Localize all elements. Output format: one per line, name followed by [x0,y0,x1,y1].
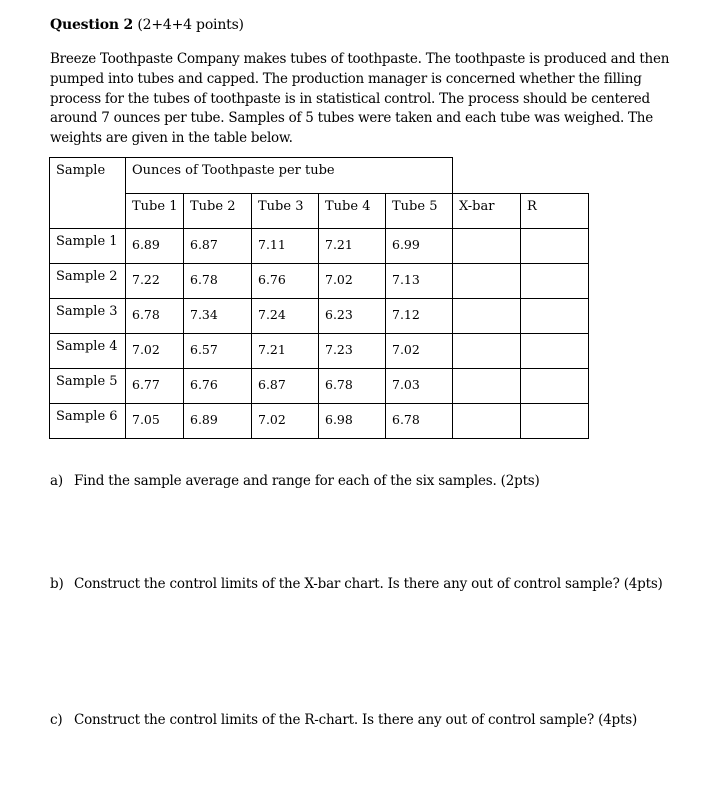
column-header: Tube 4 [319,194,386,229]
tube-value: 6.89 [184,404,252,439]
intro-line: process for the tubes of toothpaste is in statistical control. The process should be centered [50,90,650,107]
tube-value: 6.78 [184,264,252,299]
tube-value: 6.23 [319,299,386,334]
tube-value: 7.24 [252,299,319,334]
xbar-cell [453,369,521,404]
sample-header: Sample [50,158,126,194]
tube-value: 6.78 [386,404,453,439]
ounces-group-header: Ounces of Toothpaste per tube [126,158,453,194]
part-c [50,712,637,728]
table-row [50,334,589,369]
table-row [50,299,589,334]
sample-label: Sample 3 [50,299,126,334]
tube-value: 6.77 [126,369,184,404]
tube-value: 6.99 [386,229,453,264]
table-row [50,264,589,299]
intro-line: Breeze Toothpaste Company makes tubes of toothpaste. The toothpaste is produced and then [50,51,670,67]
part-text: Construct the control limits of the R-chart. Is there any out of control sample? (4pts) [74,712,638,728]
table-row [50,229,589,264]
intro-line: around 7 ounces per tube. Samples of 5 tubes were taken and each tube was weighed. The [50,110,653,127]
column-header: Tube 2 [184,194,252,229]
range-cell [521,229,589,264]
question-label: Question 2 [50,17,134,33]
tube-value: 6.57 [184,334,252,369]
tube-value: 7.02 [386,334,453,369]
tube-value: 7.21 [252,334,319,369]
table-header-row [50,158,589,194]
xbar-cell [453,299,521,334]
sample-label: Sample 2 [50,264,126,299]
tube-value: 7.11 [252,229,319,264]
tube-value: 7.05 [126,404,184,439]
part-a [50,473,540,489]
xbar-cell [453,334,521,369]
part-text: Find the sample average and range for each of the six samples. (2pts) [74,473,540,489]
tube-value: 6.89 [126,229,184,264]
tube-value: 7.02 [319,264,386,299]
tube-value: 7.02 [252,404,319,439]
column-header: Tube 1 [126,194,184,229]
tube-value: 7.03 [386,369,453,404]
header-blank [453,158,589,194]
part-b [50,576,663,592]
tube-value: 7.22 [126,264,184,299]
problem-statement [50,50,670,149]
column-header: Tube 3 [252,194,319,229]
tube-value: 6.78 [319,369,386,404]
tube-value: 6.76 [252,264,319,299]
part-marker: a) [50,473,63,489]
part-marker: c) [50,712,63,728]
intro-line: weights are given in the table below. [50,130,293,147]
sample-label: Sample 1 [50,229,126,264]
sample-label: Sample 4 [50,334,126,369]
column-header: Tube 5 [386,194,453,229]
tube-value: 6.78 [126,299,184,334]
tube-value: 6.87 [252,369,319,404]
tube-value: 7.12 [386,299,453,334]
range-cell [521,299,589,334]
sample-label: Sample 5 [50,369,126,404]
range-cell [521,404,589,439]
table-row [50,369,589,404]
range-cell [521,334,589,369]
tube-value: 7.02 [126,334,184,369]
tube-value: 7.21 [319,229,386,264]
xbar-cell [453,264,521,299]
range-cell [521,369,589,404]
sample-label: Sample 6 [50,404,126,439]
column-header-row [50,194,589,229]
tube-value: 6.87 [184,229,252,264]
question-points: (2+4+4 points) [137,17,244,33]
tube-value: 7.23 [319,334,386,369]
sample-header-cont [50,194,126,229]
column-header: X-bar [453,194,521,229]
tube-value: 7.34 [184,299,252,334]
tube-value: 7.13 [386,264,453,299]
xbar-cell [453,404,521,439]
intro-line: pumped into tubes and capped. The production manager is concerned whether the filling [50,70,642,87]
xbar-cell [453,229,521,264]
part-marker: b) [50,576,64,592]
table-row [50,404,589,439]
toothpaste-weights-table [49,157,589,439]
question-title [50,17,244,33]
part-text: Construct the control limits of the X-bar chart. Is there any out of control sample? (4pts) [74,576,663,592]
range-cell [521,264,589,299]
tube-value: 6.76 [184,369,252,404]
column-header: R [521,194,589,229]
tube-value: 6.98 [319,404,386,439]
